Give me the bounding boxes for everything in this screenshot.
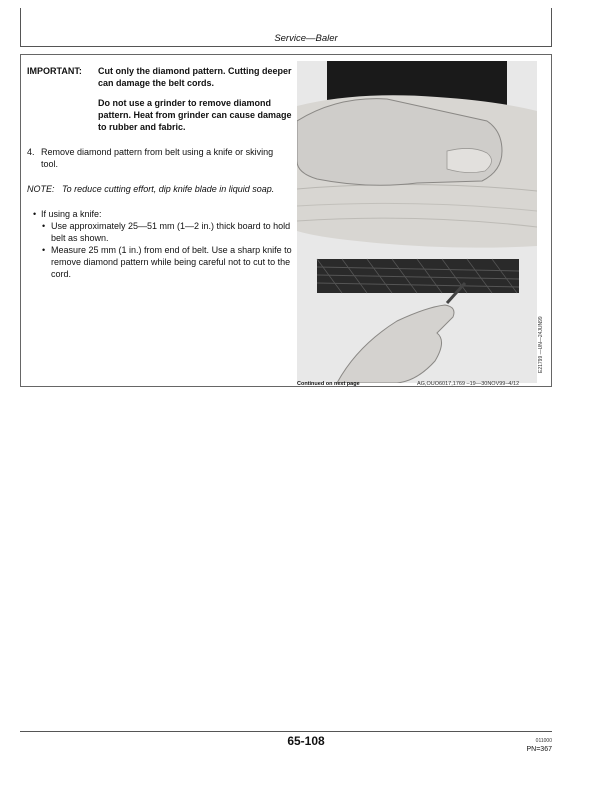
important-body — [98, 65, 292, 141]
note-label: NOTE: — [27, 184, 55, 194]
page-number: 65-108 — [287, 734, 325, 748]
header-title: Service—Baler — [274, 33, 338, 44]
important-paragraph: Cut only the diamond pattern. Cutting deeper can damage the belt cords. — [98, 66, 292, 88]
important-block — [27, 65, 292, 141]
belt-cutting-photo — [297, 61, 537, 383]
note-block — [27, 183, 292, 195]
document-code: AG,OUO6017,1769 –19—30NOV99–4/12 — [417, 381, 520, 387]
date-code: 011000 — [535, 738, 552, 744]
note-text: To reduce cutting effort, dip knife blade in liquid soap. — [62, 184, 275, 194]
footer-divider — [20, 731, 552, 732]
sub-bullet-item: • Use approximately 25—51 mm (1—2 in.) thick board to hold belt as shown. — [41, 220, 292, 244]
bullet-list — [27, 208, 292, 280]
content-box — [20, 54, 552, 387]
step-number: 4. — [27, 147, 35, 157]
thumb — [447, 148, 492, 172]
sub-bullet-list — [41, 220, 292, 280]
continued-note: Continued on next page — [297, 381, 360, 387]
text-column — [27, 65, 292, 280]
page-pn: PN=367 — [526, 746, 552, 753]
bullet-item — [27, 208, 292, 280]
step-text: Remove diamond pattern from belt using a knife or skiving tool. — [41, 147, 274, 169]
figure-id: E21799 —UN—24JUN99 — [538, 316, 544, 373]
step-4 — [27, 146, 292, 170]
sub-bullet-item: • Measure 25 mm (1 in.) from end of belt. Use a sharp knife to remove diamond pattern while being careful not to cut to the cord. — [41, 244, 292, 280]
important-label: IMPORTANT: — [27, 66, 82, 76]
important-paragraph: Do not use a grinder to remove diamond pattern. Heat from grinder can cause damage to rubber and fabric. — [98, 98, 292, 132]
header-divider — [20, 46, 552, 47]
bullet-text: If using a knife: — [41, 209, 102, 219]
